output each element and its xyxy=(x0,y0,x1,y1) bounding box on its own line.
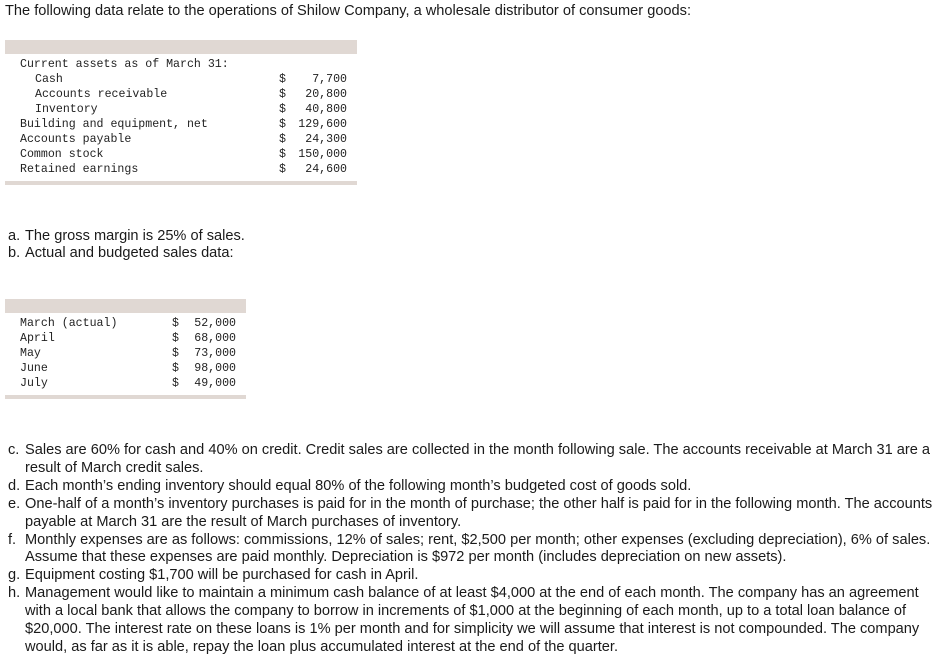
row-currency: $ xyxy=(279,88,286,101)
row-currency: $ xyxy=(172,377,179,390)
sales-data-table xyxy=(5,299,246,399)
row-label: Accounts payable xyxy=(20,133,132,146)
row-label: April xyxy=(20,332,55,345)
table-footer-bar xyxy=(5,181,357,185)
table-row xyxy=(5,331,246,346)
table-row xyxy=(5,87,357,102)
balance-sheet-rows xyxy=(5,54,357,177)
row-label: May xyxy=(20,347,41,360)
note-letter: d. xyxy=(8,477,21,494)
row-label: June xyxy=(20,362,48,375)
row-currency: $ xyxy=(279,73,286,86)
balance-sheet-table xyxy=(5,40,357,185)
row-currency: $ xyxy=(279,133,286,146)
row-amount: 73,000 xyxy=(194,347,236,360)
note-letter: f. xyxy=(8,531,17,548)
row-amount: 24,300 xyxy=(305,133,347,146)
note-text: Sales are 60% for cash and 40% on credit. Credit sales are collected in the month following sale. The accounts receivable at March 31 are a result of March credit sales. xyxy=(25,442,931,476)
note-text: Actual and budgeted sales data: xyxy=(25,245,234,261)
table-row xyxy=(5,376,246,391)
note-letter: g. xyxy=(8,567,21,584)
row-label: Current assets as of March 31: xyxy=(20,58,229,71)
note-text: Equipment costing $1,700 will be purchased for cash in April. xyxy=(25,567,419,584)
list-item xyxy=(8,567,940,585)
row-amount: 24,600 xyxy=(305,163,347,176)
row-currency: $ xyxy=(279,163,286,176)
table-row xyxy=(5,346,246,361)
row-currency: $ xyxy=(279,103,286,116)
note-letter: e. xyxy=(8,495,21,512)
note-text: Each month’s ending inventory should equal 80% of the following month’s budgeted cost of goods sold. xyxy=(25,477,692,494)
row-currency: $ xyxy=(172,332,179,345)
row-label: March (actual) xyxy=(20,317,118,330)
row-currency: $ xyxy=(279,148,286,161)
table-header-bar xyxy=(5,299,246,313)
row-label: Retained earnings xyxy=(20,163,139,176)
note-letter: h. xyxy=(8,585,21,602)
table-header-bar xyxy=(5,40,357,54)
row-label: Cash xyxy=(35,73,63,86)
note-letter: b. xyxy=(8,245,21,261)
row-amount: 40,800 xyxy=(305,103,347,116)
row-amount: 98,000 xyxy=(194,362,236,375)
note-text: The gross margin is 25% of sales. xyxy=(25,228,245,244)
row-currency: $ xyxy=(172,362,179,375)
row-currency: $ xyxy=(172,317,179,330)
row-amount: 20,800 xyxy=(305,88,347,101)
note-text: Monthly expenses are as follows: commissions, 12% of sales; rent, $2,500 per month; other expenses (excluding depreciation), 6% of sales. Assume that these expenses are paid monthly. Depreciation is $972 per month (includes depreciation on new assets). xyxy=(25,531,931,566)
table-row xyxy=(5,147,357,162)
table-row xyxy=(5,102,357,117)
list-item xyxy=(8,478,940,496)
row-amount: 150,000 xyxy=(298,148,347,161)
sales-rows xyxy=(5,313,246,391)
row-currency: $ xyxy=(172,347,179,360)
table-row xyxy=(5,117,357,132)
row-amount: 52,000 xyxy=(194,317,236,330)
note-letter: a. xyxy=(8,228,21,244)
table-row xyxy=(5,162,357,177)
table-row xyxy=(5,132,357,147)
row-currency: $ xyxy=(279,118,286,131)
row-amount: 68,000 xyxy=(194,332,236,345)
list-item xyxy=(8,228,245,245)
row-label: Accounts receivable xyxy=(35,88,168,101)
table-row xyxy=(5,57,357,72)
list-item xyxy=(8,585,940,657)
table-footer-bar xyxy=(5,395,246,399)
row-label: Common stock xyxy=(20,148,104,161)
notes-a-b xyxy=(8,228,245,262)
list-item xyxy=(8,442,940,478)
row-label: Inventory xyxy=(35,103,98,116)
notes-c-h xyxy=(8,442,940,657)
note-text: One-half of a month’s inventory purchases is paid for in the month of purchase; the other half is paid for in the following month. The accounts payable at March 31 are the result of March purchases of inventory. xyxy=(25,495,933,530)
row-label: July xyxy=(20,377,48,390)
list-item xyxy=(8,245,245,262)
table-row xyxy=(5,72,357,87)
row-amount: 129,600 xyxy=(298,118,347,131)
intro-text: The following data relate to the operations of Shilow Company, a wholesale distributor of consumer goods: xyxy=(5,3,692,19)
note-letter: c. xyxy=(8,442,20,458)
list-item xyxy=(8,496,940,532)
table-row xyxy=(5,361,246,376)
row-amount: 7,700 xyxy=(312,73,347,86)
table-row xyxy=(5,316,246,331)
note-text: Management would like to maintain a minimum cash balance of at least $4,000 at the end of each month. The company has an agreement with a local bank that allows the company to borrow in increments of $1,000 at the beginning of each month, up to a total loan balance of $20,000. The interest rate on these loans is 1% per month and for simplicity we will assume that interest is not compounded. The company would, as far as it is able, repay the loan plus accumulated interest at the end of the quarter. xyxy=(25,585,920,655)
row-label: Building and equipment, net xyxy=(20,118,208,131)
row-amount: 49,000 xyxy=(194,377,236,390)
list-item xyxy=(8,532,940,568)
